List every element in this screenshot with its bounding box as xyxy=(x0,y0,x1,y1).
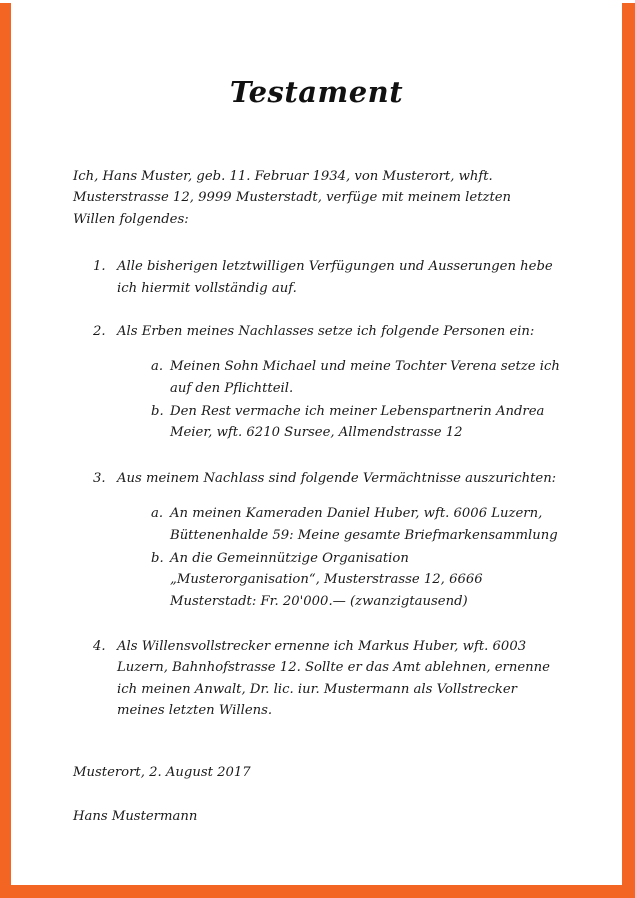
subitem-letter: b. xyxy=(151,404,164,419)
clause-number: 3. xyxy=(93,470,106,486)
clause-number: 1. xyxy=(93,259,106,275)
subitem-letter: a. xyxy=(151,506,164,522)
clause-text: Als Erben meines Nachlasses setze ich folgende Personen ein: xyxy=(117,323,535,339)
document-sheet xyxy=(11,3,622,885)
subitem-letter: b. xyxy=(151,550,164,566)
clause-subitem xyxy=(151,503,562,548)
signature-place-date: Musterort, 2. August 2017 xyxy=(73,764,251,780)
clause-text: Alle bisherigen letztwilligen Verfügungen und Ausserungen hebe ich hiermit vollständig auf. xyxy=(117,259,553,296)
clause-subitem xyxy=(151,548,562,614)
scan-border-left xyxy=(0,0,11,898)
intro-paragraph: Ich, Hans Muster, geb. 11. Februar 1934, von Musterort, whft. Musterstrasse 12, 9999 Musterstadt, verfüge mit meinem letzten Willen folgendes: xyxy=(73,169,512,227)
scan-border-bottom xyxy=(0,885,635,898)
clause-text: Als Willensvollstrecker ernenne ich Markus Huber, wft. 6003 Luzern, Bahnhofstrasse 12. Sollte er das Amt ablehnen, ernenne ich meinen Anwalt, Dr. lic. iur. Mustermann als Vollstrecker meines letzten Willens. xyxy=(117,639,550,719)
clause-subitem-list xyxy=(117,503,562,614)
clause-number: 4. xyxy=(93,639,106,654)
subitem-text: An meinen Kameraden Daniel Huber, wft. 6006 Luzern, Büttenenhalde 59: Meine gesamte Briefmarkensammlung xyxy=(170,506,558,543)
signature-block xyxy=(73,762,622,828)
scan-border-right xyxy=(622,0,635,898)
clause-number: 2. xyxy=(93,323,106,339)
subitem-text: An die Gemeinnützige Organisation „Musterorganisation“, Musterstrasse 12, 6666 Musterstadt: Fr. 20'000.— (zwanzigtausend) xyxy=(170,550,483,609)
clause-subitem xyxy=(151,356,562,401)
page-title: Testament xyxy=(229,75,404,109)
signature-name: Hans Mustermann xyxy=(73,808,198,824)
clause-list xyxy=(11,256,622,743)
clause-item xyxy=(93,636,562,744)
clause-item xyxy=(93,256,562,321)
clause-item xyxy=(93,321,562,468)
subitem-letter: a. xyxy=(151,359,164,375)
subitem-text: Meinen Sohn Michael und meine Tochter Verena setze ich auf den Pflichtteil. xyxy=(170,359,560,396)
clause-item xyxy=(93,468,562,636)
clause-subitem-list xyxy=(117,356,562,446)
subitem-text: Den Rest vermache ich meiner Lebenspartnerin Andrea Meier, wft. 6210 Sursee, Allmendstrasse 12 xyxy=(170,404,545,441)
clause-text: Aus meinem Nachlass sind folgende Vermächtnisse auszurichten: xyxy=(117,470,557,486)
clause-subitem xyxy=(151,401,562,446)
